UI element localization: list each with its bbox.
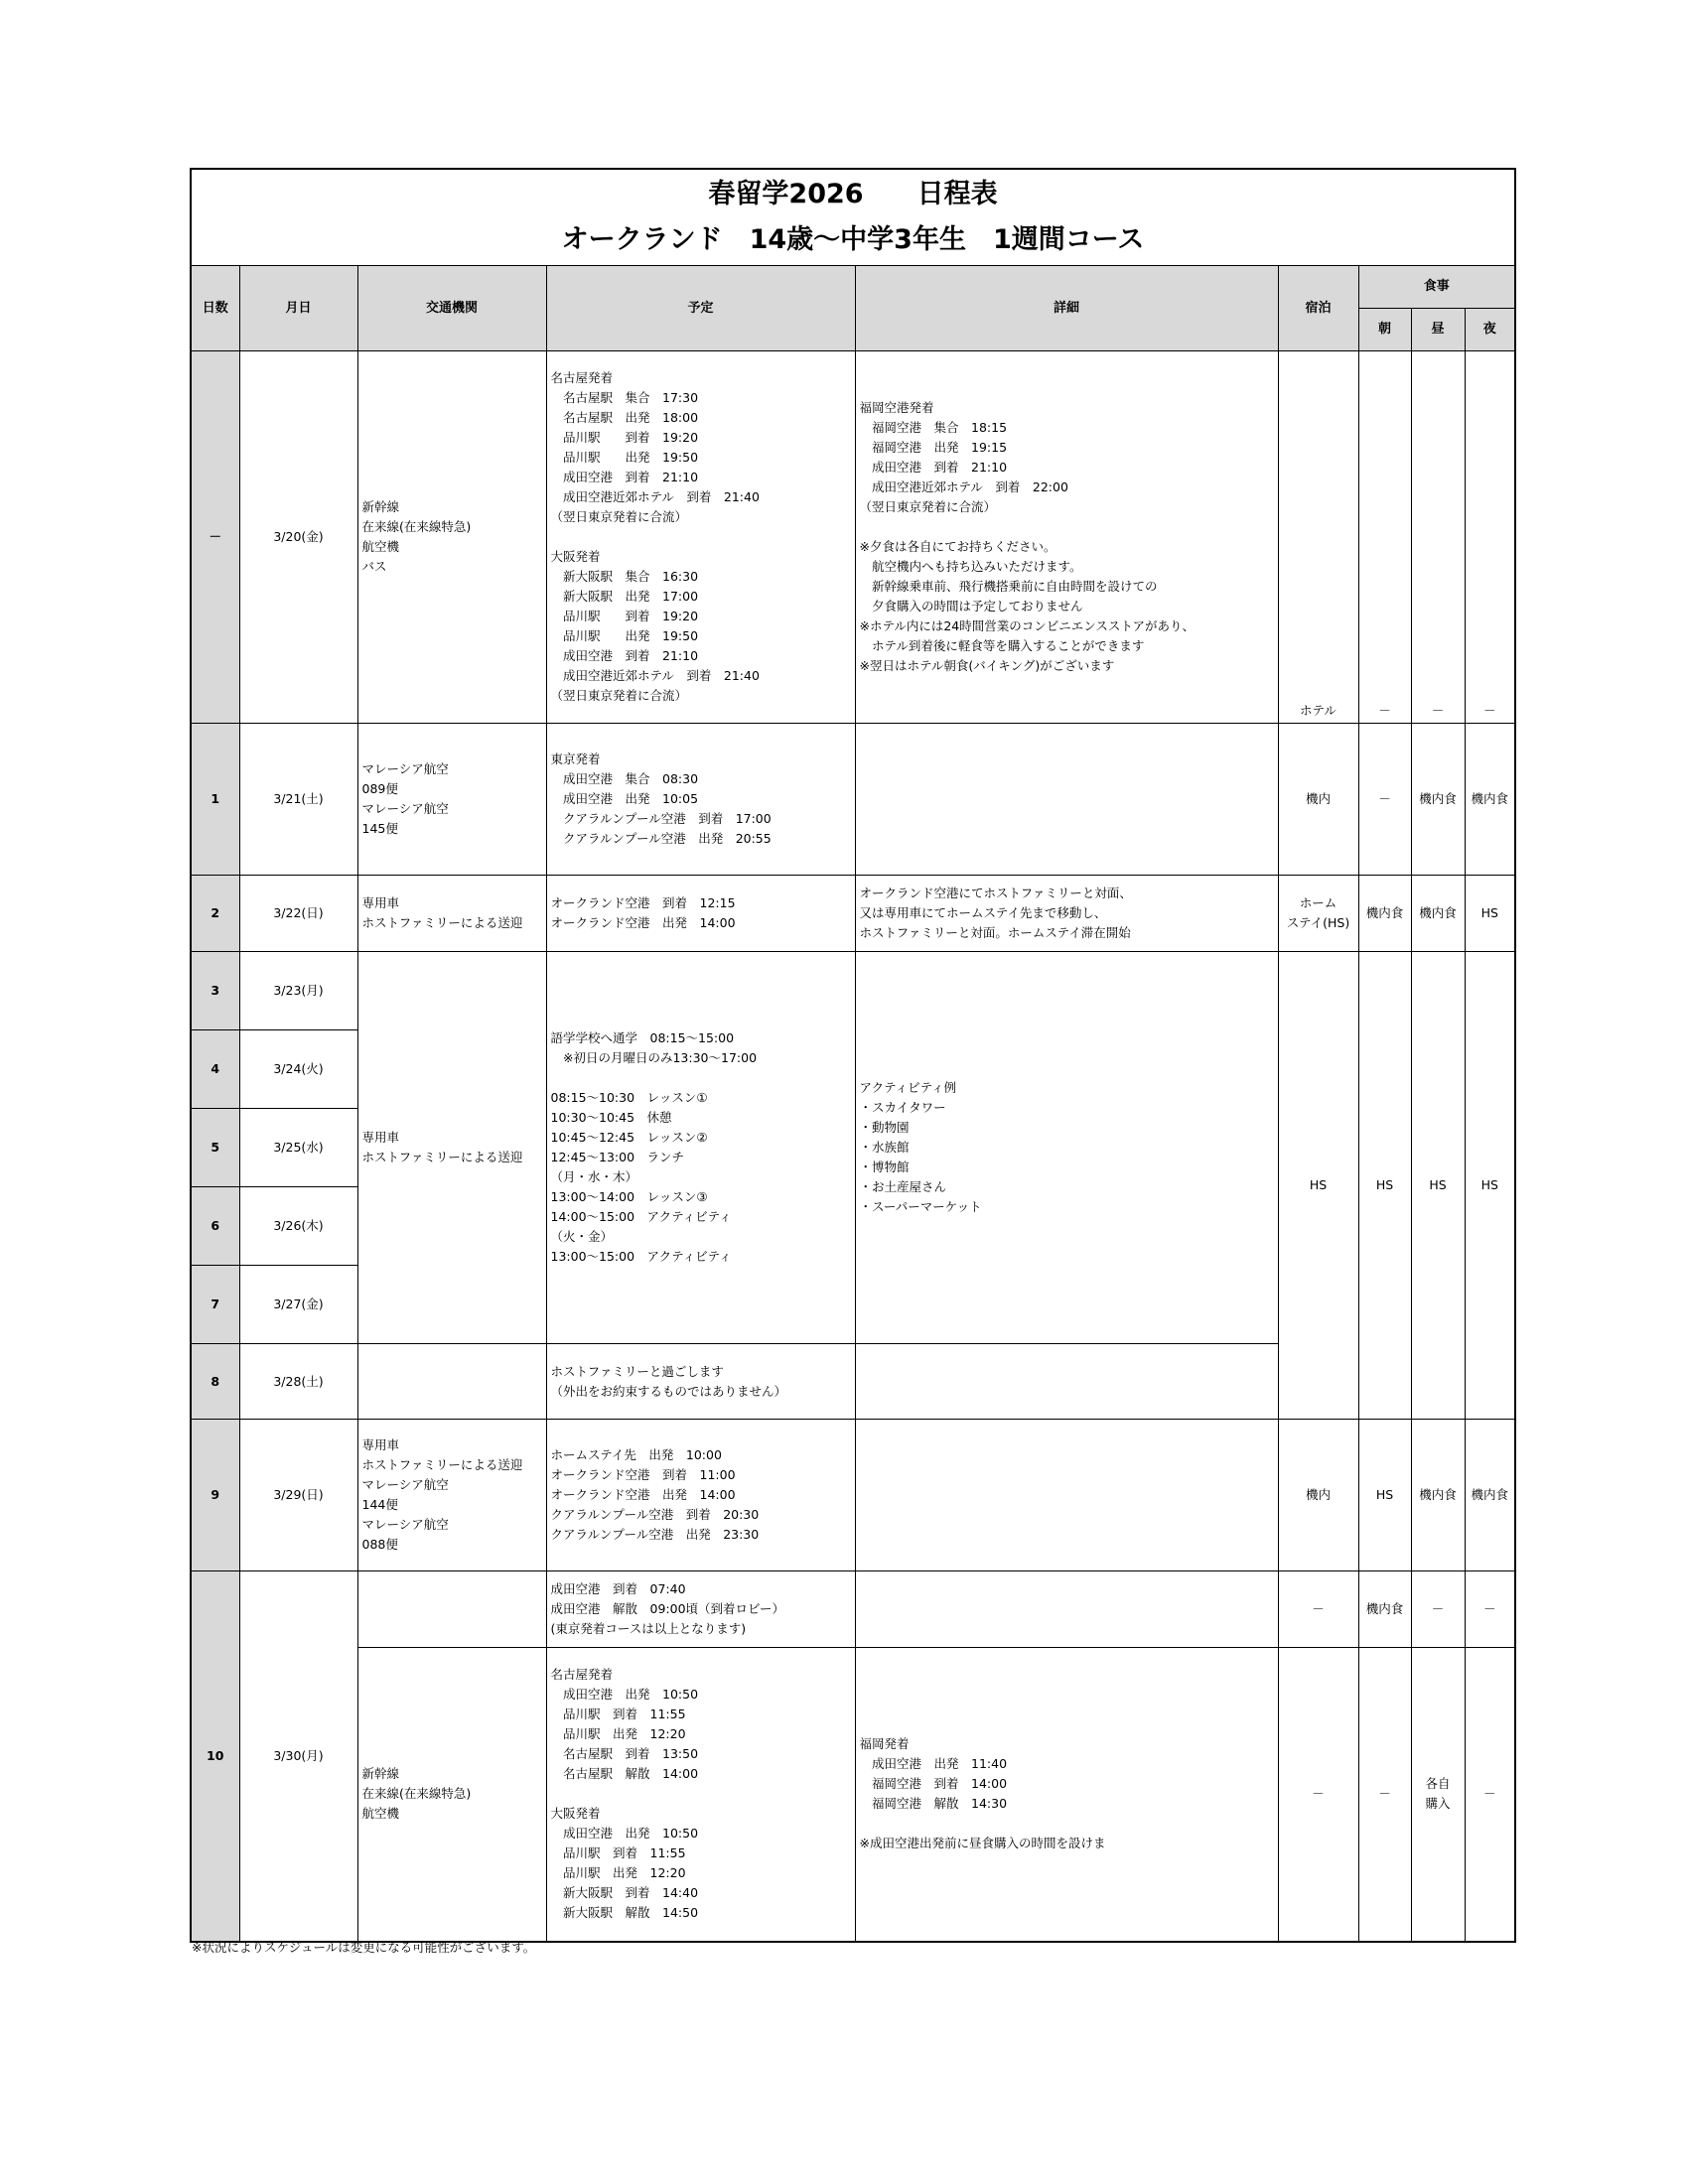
dinner-cell: 機内食 [1465, 724, 1515, 876]
plan-cell: 名古屋発着 名古屋駅 集合 17:30 名古屋駅 出発 18:00 品川駅 到着 19:20 品川駅 出発 19:50 成田空港 到着 21:10 成田空港近郊ホテル 到着 21:40 （翌日東京発着に合流） 大阪発着 新大阪駅 集合 16:30 新大阪駅 出発 17:00 品川駅 到着 19:20 品川駅 出発 19:50 成田空港 到着 21:10 成田空港近郊ホテル 到着 21:40 （翌日東京発着に合流） [546, 351, 855, 724]
breakfast-cell: 機内食 [1358, 876, 1411, 952]
day-cell: 3 [191, 952, 239, 1030]
details-cell: オークランド空港にてホストファミリーと対面、 又は専用車にてホームステイ先まで移動し、 ホストファミリーと対面。ホームステイ滞在開始 [855, 876, 1278, 952]
plan-cell: オークランド空港 到着 12:15 オークランド空港 出発 14:00 [546, 876, 855, 952]
details-cell [855, 724, 1278, 876]
header-plan: 予定 [546, 266, 855, 351]
dinner-cell: － [1465, 1648, 1515, 1942]
lunch-cell: 機内食 [1411, 876, 1465, 952]
date-cell: 3/25(水) [239, 1109, 357, 1187]
table-row [191, 1420, 1515, 1571]
schedule-sheet [190, 168, 1514, 1943]
day-cell: 9 [191, 1420, 239, 1571]
day-cell: 6 [191, 1187, 239, 1266]
details-cell [855, 1344, 1278, 1420]
day-cell: 1 [191, 724, 239, 876]
date-cell: 3/20(金) [239, 351, 357, 724]
date-cell: 3/29(日) [239, 1420, 357, 1571]
breakfast-cell: － [1358, 351, 1411, 724]
date-cell: 3/28(土) [239, 1344, 357, 1420]
day-cell: 4 [191, 1030, 239, 1109]
page-title [191, 169, 1515, 266]
header-lodging: 宿泊 [1278, 266, 1358, 351]
plan-cell: 語学学校へ通学 08:15～15:00 ※初日の月曜日のみ13:30～17:00 08:15～10:30 レッスン① 10:30～10:45 休憩 10:45～12:45 レッスン② 12:45～13:00 ランチ （月・水・木） 13:00～14:00 レッスン③ 14:00～15:00 アクティビティ （火・金） 13:00～15:00 アクティビティ [546, 952, 855, 1344]
header-lunch: 昼 [1411, 309, 1465, 351]
table-row [191, 876, 1515, 952]
date-cell: 3/26(木) [239, 1187, 357, 1266]
day-cell: 8 [191, 1344, 239, 1420]
lunch-cell: － [1411, 351, 1465, 724]
header-meals: 食事 [1358, 266, 1515, 309]
breakfast-cell: － [1358, 724, 1411, 876]
date-cell: 3/23(月) [239, 952, 357, 1030]
transport-cell: 専用車 ホストファミリーによる送迎 [357, 876, 546, 952]
transport-cell: 新幹線 在来線(在来線特急) 航空機 [357, 1648, 546, 1942]
dinner-cell: － [1465, 351, 1515, 724]
lodging-cell: ホーム ステイ(HS) [1278, 876, 1358, 952]
date-cell: 3/22(日) [239, 876, 357, 952]
plan-cell: ホームステイ先 出発 10:00 オークランド空港 到着 11:00 オークランド空港 出発 14:00 クアラルンプール空港 到着 20:30 クアラルンプール空港 出発 23:30 [546, 1420, 855, 1571]
details-cell: 福岡空港発着 福岡空港 集合 18:15 福岡空港 出発 19:15 成田空港 到着 21:10 成田空港近郊ホテル 到着 22:00 （翌日東京発着に合流） ※夕食は各自にてお持ちください。 航空機内へも持ち込みいただけます。 新幹線乗車前、飛行機搭乗前に自由時間を設けての 夕食購入の時間は予定しておりません ※ホテル内には24時間営業のコンビニエンスストアがあり、 ホテル到着後に軽食等を購入することができます ※翌日はホテル朝食(バイキング)がございます [855, 351, 1278, 724]
transport-cell: 専用車 ホストファミリーによる送迎 マレーシア航空 144便 マレーシア航空 088便 [357, 1420, 546, 1571]
lunch-cell: 機内食 [1411, 1420, 1465, 1571]
header-day: 日数 [191, 266, 239, 351]
details-cell: アクティビティ例 ・スカイタワー ・動物園 ・水族館 ・博物館 ・お土産屋さん ・スーパーマーケット [855, 952, 1278, 1344]
lodging-cell: 機内 [1278, 724, 1358, 876]
title-line2: オークランド 14歳～中学3年生 1週間コース [561, 224, 1145, 255]
breakfast-cell: HS [1358, 1420, 1411, 1571]
transport-cell [357, 1571, 546, 1648]
lunch-cell: HS [1411, 952, 1465, 1420]
title-line1: 春留学2026 日程表 [708, 179, 998, 209]
plan-cell: 成田空港 到着 07:40 成田空港 解散 09:00頃（到着ロビー） (東京発着コースは以上となります) [546, 1571, 855, 1648]
transport-cell: マレーシア航空 089便 マレーシア航空 145便 [357, 724, 546, 876]
dinner-cell: HS [1465, 952, 1515, 1420]
day-cell: 5 [191, 1109, 239, 1187]
breakfast-cell: 機内食 [1358, 1571, 1411, 1648]
dinner-cell: 機内食 [1465, 1420, 1515, 1571]
plan-cell: ホストファミリーと過ごします （外出をお約束するものではありません） [546, 1344, 855, 1420]
table-row [191, 952, 1515, 1030]
schedule-table [190, 168, 1516, 1943]
dinner-cell: HS [1465, 876, 1515, 952]
details-cell [855, 1420, 1278, 1571]
date-cell: 3/24(火) [239, 1030, 357, 1109]
day-cell: 7 [191, 1266, 239, 1344]
lunch-cell: 各自 購入 [1411, 1648, 1465, 1942]
day-cell: － [191, 351, 239, 724]
date-cell: 3/27(金) [239, 1266, 357, 1344]
lodging-cell: － [1278, 1571, 1358, 1648]
breakfast-cell: HS [1358, 952, 1411, 1420]
table-row [191, 1571, 1515, 1648]
details-cell: 福岡発着 成田空港 出発 11:40 福岡空港 到着 14:00 福岡空港 解散 14:30 ※成田空港出発前に昼食購入の時間を設けま [855, 1648, 1278, 1942]
transport-cell: 専用車 ホストファミリーによる送迎 [357, 952, 546, 1344]
header-transport: 交通機関 [357, 266, 546, 351]
lodging-cell: － [1278, 1648, 1358, 1942]
plan-cell: 名古屋発着 成田空港 出発 10:50 品川駅 到着 11:55 品川駅 出発 12:20 名古屋駅 到着 13:50 名古屋駅 解散 14:00 大阪発着 成田空港 出発 10:50 品川駅 到着 11:55 品川駅 出発 12:20 新大阪駅 到着 14:40 新大阪駅 解散 14:50 [546, 1648, 855, 1942]
transport-cell: 新幹線 在来線(在来線特急) 航空機 バス [357, 351, 546, 724]
table-row [191, 351, 1515, 724]
day-cell: 2 [191, 876, 239, 952]
date-cell: 3/30(月) [239, 1571, 357, 1942]
lodging-cell: ホテル [1278, 351, 1358, 724]
lunch-cell: － [1411, 1571, 1465, 1648]
date-cell: 3/21(土) [239, 724, 357, 876]
lunch-cell: 機内食 [1411, 724, 1465, 876]
footnote: ※状況によりスケジュールは変更になる可能性がございます。 [192, 1940, 536, 1955]
breakfast-cell: － [1358, 1648, 1411, 1942]
lodging-cell: HS [1278, 952, 1358, 1420]
plan-cell: 東京発着 成田空港 集合 08:30 成田空港 出発 10:05 クアラルンプール空港 到着 17:00 クアラルンプール空港 出発 20:55 [546, 724, 855, 876]
dinner-cell: － [1465, 1571, 1515, 1648]
transport-cell [357, 1344, 546, 1420]
details-cell [855, 1571, 1278, 1648]
header-dinner: 夜 [1465, 309, 1515, 351]
header-breakfast: 朝 [1358, 309, 1411, 351]
table-row [191, 724, 1515, 876]
day-cell: 10 [191, 1571, 239, 1942]
header-date: 月日 [239, 266, 357, 351]
lodging-cell: 機内 [1278, 1420, 1358, 1571]
table-row [191, 1648, 1515, 1942]
header-details: 詳細 [855, 266, 1278, 351]
